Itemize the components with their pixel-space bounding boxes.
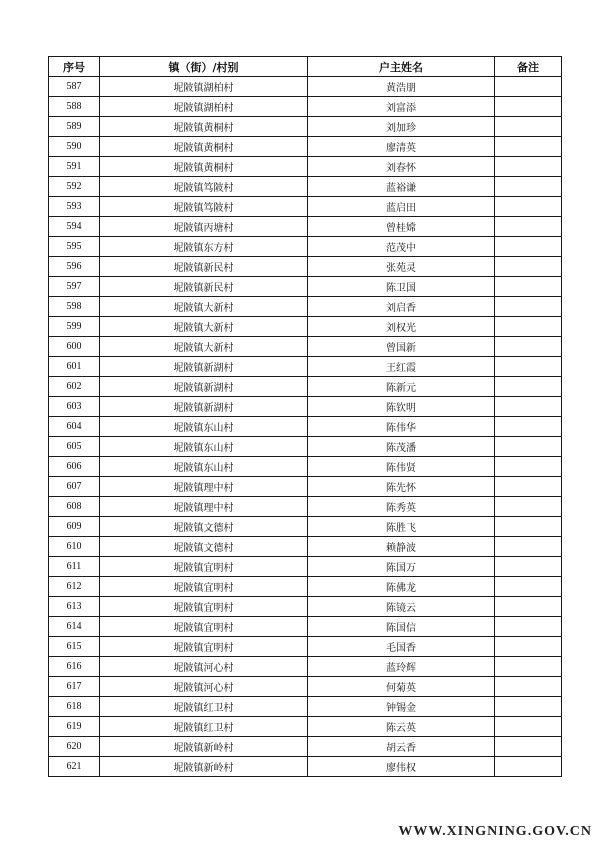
serial-number-cell: 599	[49, 317, 100, 337]
town-village-cell: 坭陂镇大新村	[100, 317, 308, 337]
serial-number-cell: 617	[49, 677, 100, 697]
householder-name-cell: 陈钦明	[308, 397, 495, 417]
table-row	[49, 697, 562, 717]
table-row	[49, 417, 562, 437]
table-row	[49, 397, 562, 417]
householder-name-cell: 刘权光	[308, 317, 495, 337]
serial-number-cell: 588	[49, 97, 100, 117]
town-village-cell: 坭陂镇宜明村	[100, 577, 308, 597]
householder-name-cell: 王红霞	[308, 357, 495, 377]
town-village-cell: 坭陂镇新湖村	[100, 397, 308, 417]
town-village-cell: 坭陂镇宜明村	[100, 637, 308, 657]
householder-name-cell: 范茂中	[308, 237, 495, 257]
town-village-cell: 坭陂镇黄桐村	[100, 117, 308, 137]
town-village-cell: 坭陂镇理中村	[100, 477, 308, 497]
householder-name-cell: 陈胜飞	[308, 517, 495, 537]
table-row	[49, 77, 562, 97]
serial-number-cell: 603	[49, 397, 100, 417]
householder-name-cell: 毛国香	[308, 637, 495, 657]
town-village-cell: 坭陂镇红卫村	[100, 697, 308, 717]
serial-number-cell: 604	[49, 417, 100, 437]
town-village-cell: 坭陂镇黄桐村	[100, 137, 308, 157]
remarks-cell	[495, 737, 562, 757]
serial-number-cell: 590	[49, 137, 100, 157]
householder-name-cell: 刘启香	[308, 297, 495, 317]
remarks-cell	[495, 97, 562, 117]
table-row	[49, 457, 562, 477]
town-village-cell: 坭陂镇东山村	[100, 457, 308, 477]
householder-name-cell: 陈秀英	[308, 497, 495, 517]
table-row	[49, 217, 562, 237]
remarks-cell	[495, 317, 562, 337]
serial-number-cell: 616	[49, 657, 100, 677]
householder-name-cell: 赖静波	[308, 537, 495, 557]
table-row	[49, 597, 562, 617]
householder-name-cell: 陈新元	[308, 377, 495, 397]
table-row	[49, 297, 562, 317]
town-village-cell: 坭陂镇河心村	[100, 677, 308, 697]
serial-number-cell: 594	[49, 217, 100, 237]
table-row	[49, 137, 562, 157]
householder-name-cell: 曾国新	[308, 337, 495, 357]
table-row	[49, 317, 562, 337]
town-village-cell: 坭陂镇宜明村	[100, 557, 308, 577]
serial-number-cell: 607	[49, 477, 100, 497]
remarks-cell	[495, 157, 562, 177]
householder-name-cell: 廖伟权	[308, 757, 495, 777]
householder-name-cell: 胡云香	[308, 737, 495, 757]
householder-name-cell: 陈伟华	[308, 417, 495, 437]
remarks-cell	[495, 497, 562, 517]
remarks-cell	[495, 677, 562, 697]
town-village-cell: 坭陂镇理中村	[100, 497, 308, 517]
serial-number-cell: 613	[49, 597, 100, 617]
table-row	[49, 377, 562, 397]
householder-name-cell: 曾桂嫦	[308, 217, 495, 237]
serial-number-cell: 608	[49, 497, 100, 517]
town-village-cell: 坭陂镇新湖村	[100, 357, 308, 377]
remarks-cell	[495, 637, 562, 657]
serial-number-cell: 619	[49, 717, 100, 737]
serial-number-cell: 614	[49, 617, 100, 637]
header-householder-name: 户主姓名	[308, 57, 495, 77]
householder-name-cell: 陈先怀	[308, 477, 495, 497]
table-row	[49, 257, 562, 277]
town-village-cell: 坭陂镇黄桐村	[100, 157, 308, 177]
serial-number-cell: 600	[49, 337, 100, 357]
table-row	[49, 157, 562, 177]
serial-number-cell: 602	[49, 377, 100, 397]
serial-number-cell: 605	[49, 437, 100, 457]
town-village-cell: 坭陂镇宜明村	[100, 617, 308, 637]
remarks-cell	[495, 657, 562, 677]
table-row	[49, 717, 562, 737]
householder-name-cell: 陈国信	[308, 617, 495, 637]
remarks-cell	[495, 277, 562, 297]
householder-name-cell: 刘加珍	[308, 117, 495, 137]
householder-name-cell: 刘富添	[308, 97, 495, 117]
remarks-cell	[495, 377, 562, 397]
serial-number-cell: 620	[49, 737, 100, 757]
remarks-cell	[495, 577, 562, 597]
remarks-cell	[495, 597, 562, 617]
table-row	[49, 537, 562, 557]
table-row	[49, 197, 562, 217]
remarks-cell	[495, 697, 562, 717]
remarks-cell	[495, 197, 562, 217]
serial-number-cell: 606	[49, 457, 100, 477]
town-village-cell: 坭陂镇笃陂村	[100, 197, 308, 217]
site-url-watermark: WWW.XINGNING.GOV.CN	[398, 824, 592, 839]
householder-name-cell: 蓝玲辉	[308, 657, 495, 677]
serial-number-cell: 612	[49, 577, 100, 597]
table-row	[49, 657, 562, 677]
header-serial-number: 序号	[49, 57, 100, 77]
table-row	[49, 437, 562, 457]
town-village-cell: 坭陂镇丙塘村	[100, 217, 308, 237]
householder-name-cell: 陈卫国	[308, 277, 495, 297]
serial-number-cell: 611	[49, 557, 100, 577]
header-town-village: 镇（街）/村别	[100, 57, 308, 77]
householder-name-cell: 陈云英	[308, 717, 495, 737]
serial-number-cell: 601	[49, 357, 100, 377]
town-village-cell: 坭陂镇东山村	[100, 437, 308, 457]
serial-number-cell: 615	[49, 637, 100, 657]
householder-name-cell: 陈茂潘	[308, 437, 495, 457]
town-village-cell: 坭陂镇宜明村	[100, 597, 308, 617]
table-row	[49, 477, 562, 497]
remarks-cell	[495, 437, 562, 457]
table-row	[49, 117, 562, 137]
remarks-cell	[495, 537, 562, 557]
remarks-cell	[495, 217, 562, 237]
remarks-cell	[495, 137, 562, 157]
table-row	[49, 277, 562, 297]
table-row	[49, 757, 562, 777]
householder-name-cell: 黄浩朋	[308, 77, 495, 97]
table-row	[49, 237, 562, 257]
table-row	[49, 497, 562, 517]
serial-number-cell: 610	[49, 537, 100, 557]
remarks-cell	[495, 117, 562, 137]
serial-number-cell: 618	[49, 697, 100, 717]
town-village-cell: 坭陂镇红卫村	[100, 717, 308, 737]
town-village-cell: 坭陂镇湖柏村	[100, 77, 308, 97]
table-row	[49, 637, 562, 657]
remarks-cell	[495, 717, 562, 737]
town-village-cell: 坭陂镇文德村	[100, 517, 308, 537]
town-village-cell: 坭陂镇文德村	[100, 537, 308, 557]
remarks-cell	[495, 357, 562, 377]
town-village-cell: 坭陂镇新岭村	[100, 757, 308, 777]
table-row	[49, 737, 562, 757]
remarks-cell	[495, 177, 562, 197]
table-row	[49, 677, 562, 697]
remarks-cell	[495, 417, 562, 437]
remarks-cell	[495, 397, 562, 417]
town-village-cell: 坭陂镇东方村	[100, 237, 308, 257]
remarks-cell	[495, 337, 562, 357]
householder-name-cell: 何菊英	[308, 677, 495, 697]
serial-number-cell: 595	[49, 237, 100, 257]
serial-number-cell: 592	[49, 177, 100, 197]
table-row	[49, 577, 562, 597]
town-village-cell: 坭陂镇新民村	[100, 257, 308, 277]
remarks-cell	[495, 517, 562, 537]
remarks-cell	[495, 77, 562, 97]
table-row	[49, 557, 562, 577]
remarks-cell	[495, 457, 562, 477]
householder-name-cell: 张苑灵	[308, 257, 495, 277]
header-remarks: 备注	[495, 57, 562, 77]
serial-number-cell: 587	[49, 77, 100, 97]
town-village-cell: 坭陂镇新民村	[100, 277, 308, 297]
table-row	[49, 97, 562, 117]
remarks-cell	[495, 477, 562, 497]
householder-name-cell: 陈镜云	[308, 597, 495, 617]
town-village-cell: 坭陂镇大新村	[100, 297, 308, 317]
table-row	[49, 617, 562, 637]
serial-number-cell: 596	[49, 257, 100, 277]
town-village-cell: 坭陂镇河心村	[100, 657, 308, 677]
householder-name-cell: 钟锡金	[308, 697, 495, 717]
serial-number-cell: 593	[49, 197, 100, 217]
serial-number-cell: 598	[49, 297, 100, 317]
remarks-cell	[495, 257, 562, 277]
table-row	[49, 177, 562, 197]
town-village-cell: 坭陂镇湖柏村	[100, 97, 308, 117]
serial-number-cell: 589	[49, 117, 100, 137]
town-village-cell: 坭陂镇新岭村	[100, 737, 308, 757]
remarks-cell	[495, 237, 562, 257]
remarks-cell	[495, 617, 562, 637]
householder-name-cell: 蓝裕谦	[308, 177, 495, 197]
town-village-cell: 坭陂镇大新村	[100, 337, 308, 357]
serial-number-cell: 609	[49, 517, 100, 537]
remarks-cell	[495, 297, 562, 317]
serial-number-cell: 621	[49, 757, 100, 777]
remarks-cell	[495, 757, 562, 777]
table-body	[49, 77, 562, 777]
table-row	[49, 357, 562, 377]
householder-name-cell: 陈佛龙	[308, 577, 495, 597]
remarks-cell	[495, 557, 562, 577]
table-header-row	[49, 57, 562, 77]
town-village-cell: 坭陂镇笃陂村	[100, 177, 308, 197]
householder-name-cell: 蓝启田	[308, 197, 495, 217]
householder-name-cell: 廖清英	[308, 137, 495, 157]
householder-name-cell: 陈伟贤	[308, 457, 495, 477]
table-row	[49, 517, 562, 537]
table-row	[49, 337, 562, 357]
town-village-cell: 坭陂镇东山村	[100, 417, 308, 437]
serial-number-cell: 591	[49, 157, 100, 177]
serial-number-cell: 597	[49, 277, 100, 297]
householder-name-cell: 陈国万	[308, 557, 495, 577]
household-table	[48, 56, 562, 777]
town-village-cell: 坭陂镇新湖村	[100, 377, 308, 397]
householder-name-cell: 刘春怀	[308, 157, 495, 177]
